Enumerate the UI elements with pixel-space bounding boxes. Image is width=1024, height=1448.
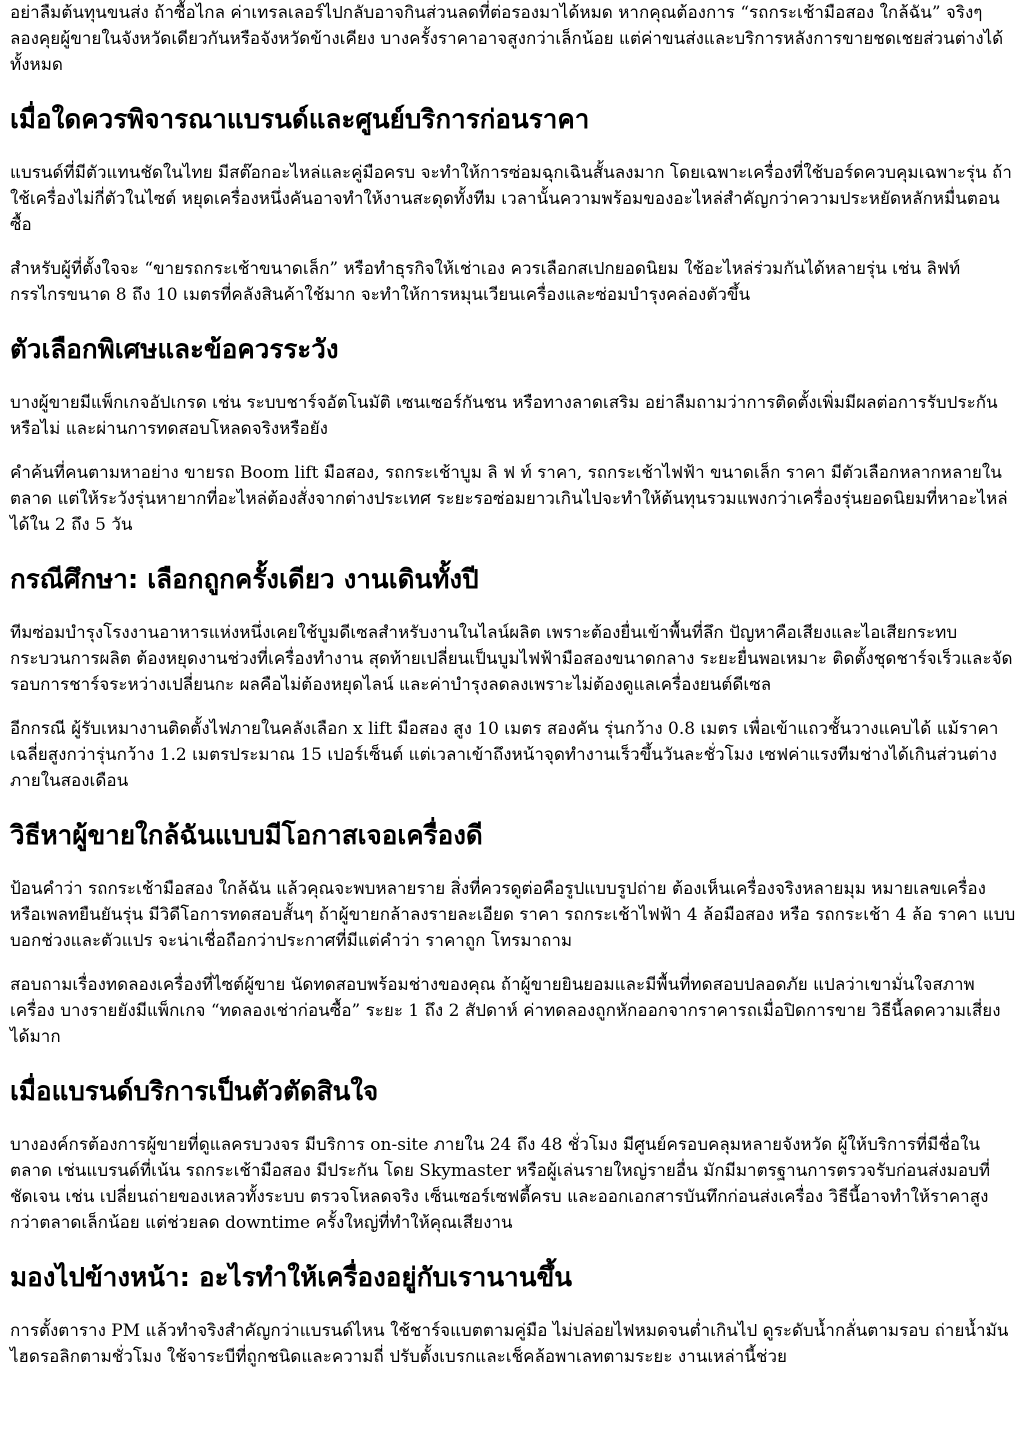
paragraph-brand-parts: แบรนด์ที่มีตัวแทนชัดในไทย มีสต๊อกอะไหล่และคู่มือครบ จะทำให้การซ่อมฉุกเฉินสั้นลงมาก โดยเฉพาะเครื่องที่ใช้บอร์ดควบคุมเฉพาะรุ่น ถ้าใช้เครื่องไม่กี่ตัวในไซต์ หยุดเครื่องหนึ่งคันอาจทำให้งานสะดุดทั้งทีม เวลานั้นความพร้อมของอะไหล่สำคัญกว่าความประหยัดหลักหมื่นตอนซื้อ — [10, 163, 1012, 235]
paragraph-rental-business: สำหรับผู้ที่ตั้งใจจะ “ขายรถกระเช้าขนาดเล็ก” หรือทำธุรกิจให้เช่าเอง ควรเลือกสเปกยอดนิยม ใช้อะไหล่ร่วมกันได้หลายรุ่น เช่น ลิฟท์กรรไกรขนาด 8 ถึง 10 เมตรที่คลังสินค้าใช้มาก จะทำให้การหมุนเวียนเครื่องและซ่อมบำรุงคล่องตัวขึ้น — [10, 259, 961, 305]
paragraph-search-terms: คำค้นที่คนตามหาอย่าง ขายรถ Boom lift มือสอง, รถกระเช้าบูม ลิ ฟ ท์ ราคา, รถกระเช้าไฟฟ้า ขนาดเล็ก ราคา มีตัวเลือกหลากหลายในตลาด แต่ให้ระวังรุ่นหายากที่อะไหล่ต้องสั่งจากต่างประเทศ ระยะรอซ่อมยาวเกินไปจะทำให้ต้นทุนรวมแพงกว่าเครื่องรุ่นยอดนิยมที่หาอะไหล่ได้ใน 2 ถึง 5 วัน — [10, 463, 1008, 535]
heading-find-seller: วิธีหาผู้ขายใกล้ฉันแบบมีโอกาสเจอเครื่องดี — [10, 821, 483, 851]
paragraph-test-drive: สอบถามเรื่องทดลองเครื่องที่ไซต์ผู้ขาย นัดทดสอบพร้อมช่างของคุณ ถ้าผู้ขายยินยอมและมีพื้นที่ทดสอบปลอดภัย แปลว่าเขามั่นใจสภาพเครื่อง บางรายยังมีแพ็กเกจ “ทดลองเช่าก่อนซื้อ” ระยะ 1 ถึง 2 สัปดาห์ ค่าทดลองถูกหักออกจากราคารถเมื่อปิดการขาย วิธีนี้ลดความเสี่ยงได้มาก — [10, 975, 1001, 1047]
paragraph-case-contractor: อีกกรณี ผู้รับเหมางานติดตั้งไฟภายในคลังเลือก x lift มือสอง สูง 10 เมตร สองคัน รุ่นกว้าง 0.8 เมตร เพื่อเข้าแถวชั้นวางแคบได้ แม้ราคาเฉลี่ยสูงกว่ารุ่นกว้าง 1.2 เมตรประมาณ 15 เปอร์เซ็นต์ แต่เวลาเข้าถึงหน้าจุดทำงานเร็วขึ้นวันละชั่วโมง เซฟค่าแรงทีมช่างได้เกินส่วนต่างภายในสองเดือน — [10, 719, 999, 791]
heading-case-study: กรณีศึกษา: เลือกถูกครั้งเดียว งานเดินทั้งปี — [10, 565, 479, 595]
paragraph-full-service: บางองค์กรต้องการผู้ขายที่ดูแลครบวงจร มีบริการ on-site ภายใน 24 ถึง 48 ชั่วโมง มีศูนย์ครอบคลุมหลายจังหวัด ผู้ให้บริการที่มีชื่อในตลาด เช่นแบรนด์ที่เน้น รถกระเช้ามือสอง มีประกัน โดย Skymaster หรือผู้เล่นรายใหญ่รายอื่น มักมีมาตรฐานการตรวจรับก่อนส่งมอบที่ชัดเจน เช่น เปลี่ยนถ่ายของเหลวทั้งระบบ ตรวจโหลดจริง เซ็นเซอร์เซฟตี้ครบ และออกเอกสารบันทึกก่อนส่งเครื่อง วิธีนี้อาจทำให้ราคาสูงกว่าตลาดเล็กน้อย แต่ช่วยลด downtime ครั้งใหญ่ที่ทำให้คุณเสียงาน — [10, 1135, 991, 1233]
paragraph-pm-schedule: การตั้งตาราง PM แล้วทำจริงสำคัญกว่าแบรนด์ไหน ใช้ชาร์จแบตตามคู่มือ ไม่ปล่อยไฟหมดจนต่ำเกินไป ดูระดับน้ำกลั่นตามรอบ ถ่ายน้ำมันไฮดรอลิกตามชั่วโมง ใช้จาระบีที่ถูกชนิดและความถี่ ปรับตั้งเบรกและเช็คล้อพาเลทตามระยะ งานเหล่านี้ช่วย — [10, 1321, 1009, 1367]
heading-looking-ahead: มองไปข้างหน้า: อะไรทำให้เครื่องอยู่กับเรานานขึ้น — [10, 1263, 573, 1293]
paragraph-case-food-factory: ทีมซ่อมบำรุงโรงงานอาหารแห่งหนึ่งเคยใช้บูมดีเซลสำหรับงานในไลน์ผลิต เพราะต้องยื่นเข้าพื้นที่ลึก ปัญหาคือเสียงและไอเสียกระทบกระบวนการผลิต ต้องหยุดงานช่วงที่เครื่องทำงาน สุดท้ายเปลี่ยนเป็นบูมไฟฟ้ามือสองขนาดกลาง ระยะยื่นพอเหมาะ ติดตั้งชุดชาร์จเร็วและจัดรอบการชาร์จระหว่างเปลี่ยนกะ ผลคือไม่ต้องหยุดไลน์ และค่าบำรุงลดลงเพราะไม่ต้องดูแลเครื่องยนต์ดีเซล — [10, 623, 1013, 695]
heading-special-options: ตัวเลือกพิเศษและข้อควรระวัง — [10, 335, 339, 365]
heading-brand-decision: เมื่อแบรนด์บริการเป็นตัวตัดสินใจ — [10, 1077, 379, 1107]
paragraph-seller-photos: ป้อนคำว่า รถกระเช้ามือสอง ใกล้ฉัน แล้วคุณจะพบหลายราย สิ่งที่ควรดูต่อคือรูปแบบรูปถ่าย ต้องเห็นเครื่องจริงหลายมุม หมายเลขเครื่อง หรือเพลทยืนยันรุ่น มีวิดีโอการทดสอบสั้นๆ ถ้าผู้ขายกล้าลงรายละเอียด ราคา รถกระเช้าไฟฟ้า 4 ล้อมือสอง หรือ รถกระเช้า 4 ล้อ ราคา แบบบอกช่วงและตัวแปร จะน่าเชื่อถือกว่าประกาศที่มีแต่คำว่า ราคาถูก โทรมาถาม — [10, 879, 1016, 951]
paragraph-upgrade-packages: บางผู้ขายมีแพ็กเกจอัปเกรด เช่น ระบบชาร์จอัตโนมัติ เซนเซอร์กันชน หรือทางลาดเสริม อย่าลืมถามว่าการติดตั้งเพิ่มมีผลต่อการรับประกันหรือไม่ และผ่านการทดสอบโหลดจริงหรือยัง — [10, 393, 998, 439]
heading-brand-service: เมื่อใดควรพิจารณาแบรนด์และศูนย์บริการก่อนราคา — [10, 105, 590, 135]
article-body — [10, 0, 1016, 1370]
paragraph-shipping-cost: อย่าลืมต้นทุนขนส่ง ถ้าซื้อไกล ค่าเทรลเลอร์ไปกลับอาจกินส่วนลดที่ต่อรองมาได้หมด หากคุณต้องการ “รถกระเช้ามือสอง ใกล้ฉัน” จริงๆ ลองคุยผู้ขายในจังหวัดเดียวกันหรือจังหวัดข้างเคียง บางครั้งราคาอาจสูงกว่าเล็กน้อย แต่ค่าขนส่งและบริการหลังการขายชดเชยส่วนต่างได้ทั้งหมด — [10, 3, 1004, 75]
